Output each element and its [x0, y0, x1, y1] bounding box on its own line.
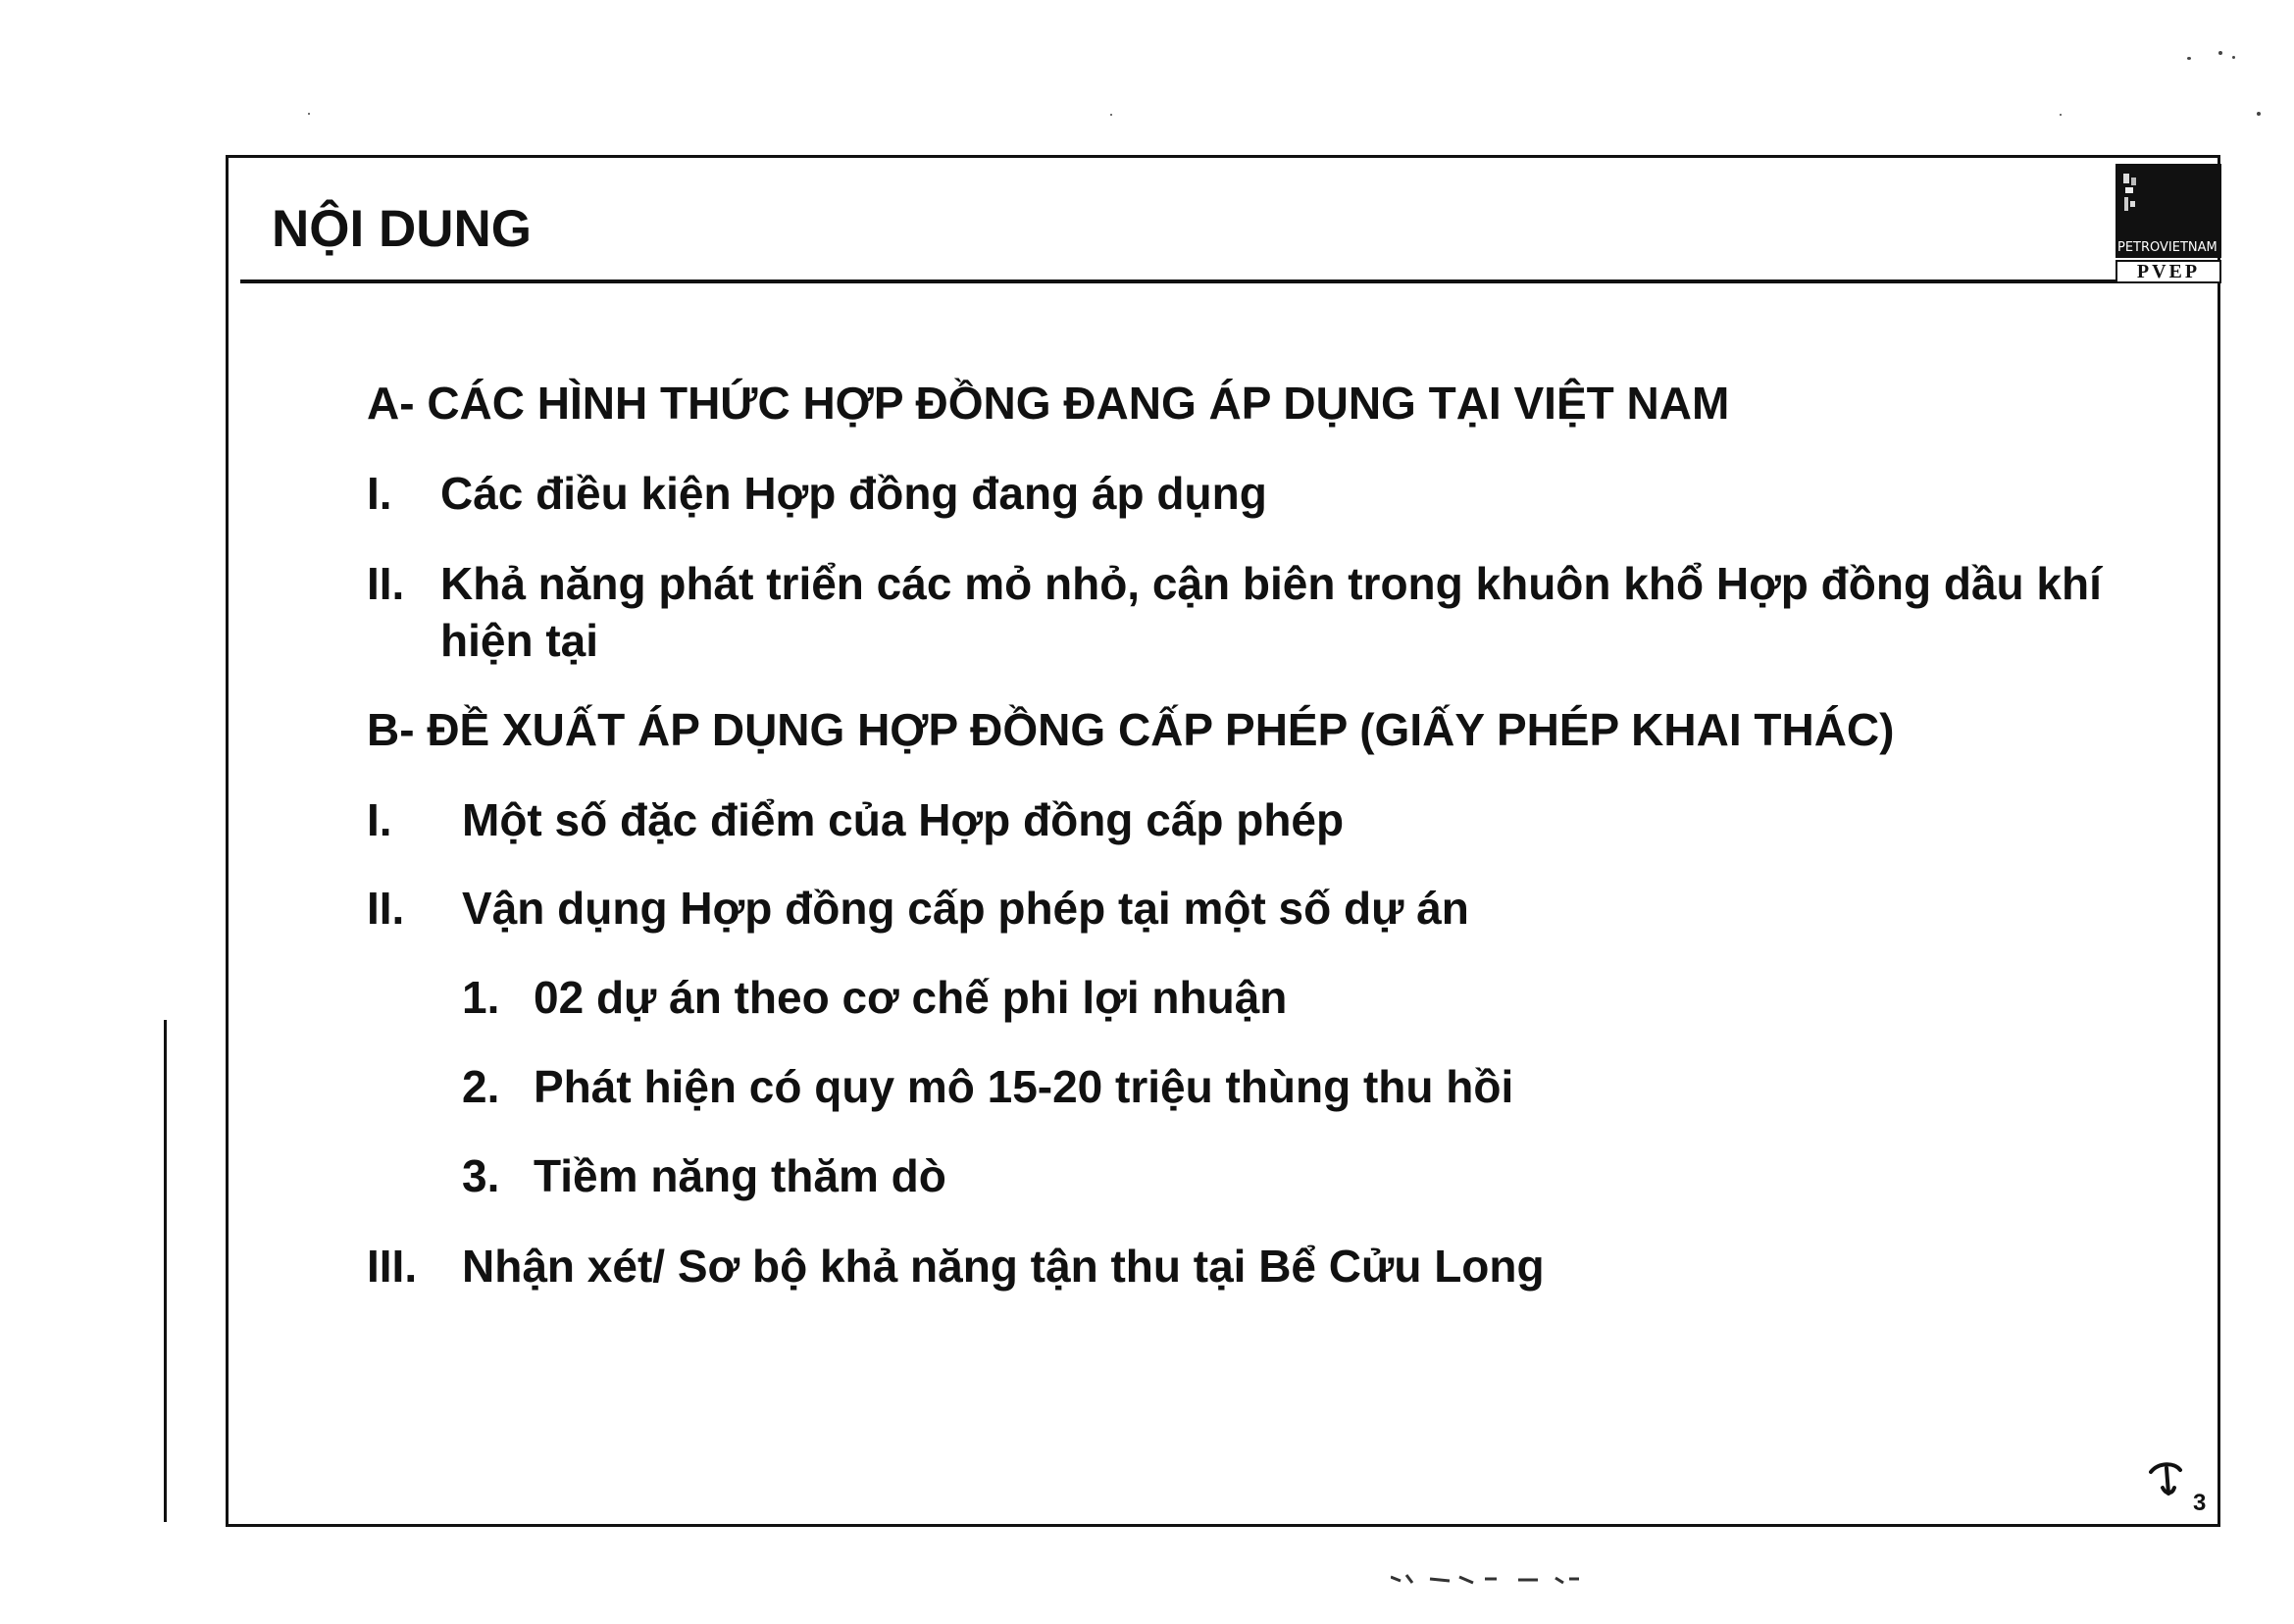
scan-artifact-icon: [1391, 1569, 1646, 1591]
section-b-item-3-text: Nhận xét/ Sơ bộ khả năng tận thu tại Bể Cửu Long: [462, 1241, 1545, 1292]
flame-emblem-icon: [2121, 172, 2143, 217]
section-b-item-1-number: I.: [367, 794, 392, 845]
section-b-heading: B- ĐỀ XUẤT ÁP DỤNG HỢP ĐỒNG CẤP PHÉP (GIẤY PHÉP KHAI THÁC): [367, 704, 1895, 755]
section-b-item-2-number: II.: [367, 883, 405, 934]
section-b-item-1-text: Một số đặc điểm của Hợp đồng cấp phép: [462, 794, 1345, 845]
section-a-item-1-number: I.: [367, 468, 392, 519]
page-number: 3: [2193, 1490, 2207, 1516]
title-divider: [240, 279, 2116, 283]
logo-background: [2116, 164, 2221, 258]
section-a-item-2-text: Khả năng phát triển các mỏ nhỏ, cận biên trong khuôn khổ Hợp đồng dầu khí hiện tại: [440, 558, 2102, 666]
section-a-heading: A- CÁC HÌNH THỨC HỢP ĐỒNG ĐANG ÁP DỤNG TẠI VIỆT NAM: [367, 378, 1730, 429]
section-b-item-3-number: III.: [367, 1241, 418, 1292]
scan-speck: [308, 113, 310, 115]
scan-speck: [2187, 57, 2191, 60]
sub-item-1-text: 02 dự án theo cơ chế phi lợi nhuận: [534, 972, 1288, 1023]
scan-speck: [2232, 56, 2235, 59]
section-a-item-2-number: II.: [367, 558, 405, 609]
section-a-item-1-text: Các điều kiện Hợp đồng đang áp dụng: [440, 468, 1267, 519]
sub-item-1-number: 1.: [462, 972, 500, 1023]
scan-margin-line: [164, 1020, 167, 1522]
logo-pvep: PVEP: [2116, 260, 2221, 283]
scan-speck: [2218, 51, 2222, 55]
sub-item-3-number: 3.: [462, 1150, 500, 1201]
slide-title: NỘI DUNG: [272, 200, 532, 258]
sub-item-2-number: 2.: [462, 1061, 500, 1112]
section-b-item-2-text: Vận dụng Hợp đồng cấp phép tại một số dự án: [462, 883, 1469, 934]
slide-frame: [226, 155, 2220, 1527]
petrovietnam-logo: [2116, 164, 2221, 283]
handwritten-mark-icon: [2149, 1458, 2218, 1517]
sub-item-3-text: Tiềm năng thăm dò: [534, 1150, 946, 1201]
scan-speck: [2257, 112, 2261, 116]
logo-wordmark: PETROVIETNAM: [2117, 240, 2218, 255]
scan-speck: [2060, 114, 2062, 116]
scan-speck: [1110, 114, 1112, 116]
sub-item-2-text: Phát hiện có quy mô 15-20 triệu thùng thu hồi: [534, 1061, 1514, 1112]
